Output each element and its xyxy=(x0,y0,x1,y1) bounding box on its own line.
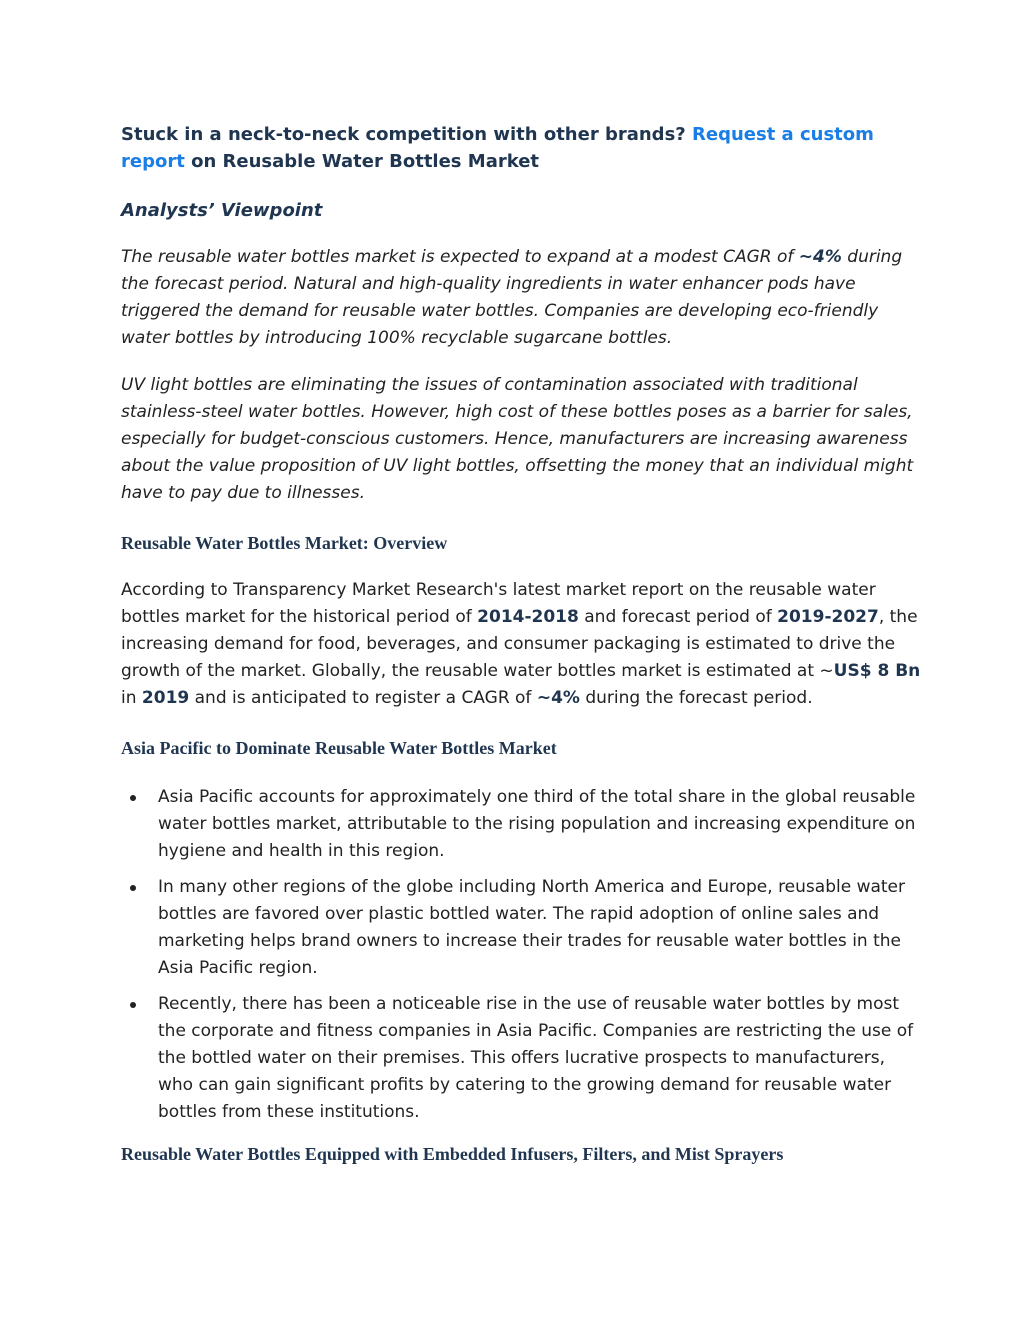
viewpoint-cagr-value: ~4% xyxy=(798,247,842,267)
custom-report-callout xyxy=(121,121,921,175)
list-item xyxy=(121,784,921,865)
viewpoint-p1-text-1: The reusable water bottles market is expected to expand at a modest CAGR of xyxy=(121,247,799,267)
analysts-viewpoint-heading: Analysts’ Viewpoint xyxy=(121,200,323,221)
list-item xyxy=(121,874,921,982)
bullet-text: In many other regions of the globe including North America and Europe, reusable water bottles are favored over plastic bottled water. The rapid adoption of online sales and marketing helps brand owners to increase their trades for reusable water bottles in the Asia Pacific region. xyxy=(158,877,906,978)
overview-text-4: in xyxy=(121,688,142,708)
bullet-text: Recently, there has been a noticeable rise in the use of reusable water bottles by most the corporate and fitness companies in Asia Pacific. Companies are restricting the use of the bottled water on their premises. This offers lucrative prospects to manufacturers, who can gain significant profits by catering to the growing demand for reusable water bottles from these institutions. xyxy=(158,994,914,1122)
list-item xyxy=(121,991,921,1126)
bullet-text: Asia Pacific accounts for approximately one third of the total share in the global reusable water bottles market, attributable to the rising population and increasing expenditure on hygiene and health in this region. xyxy=(158,787,916,861)
market-value: US$ 8 Bn xyxy=(833,661,921,681)
overview-text-3: , the increasing demand for food, beverages, and consumer packaging is estimated to drive the growth of the market. Globally, the reusable water bottles market is estimated at ~ xyxy=(121,607,918,681)
asia-pacific-heading: Asia Pacific to Dominate Reusable Water Bottles Market xyxy=(121,738,557,758)
viewpoint-p1-text-2: during the forecast period. Natural and high-quality ingredients in water enhancer pods have triggered the demand for reusable water bottles. Companies are developing eco-friendly water bottles by introducing 100% recyclable sugarcane bottles. xyxy=(121,247,903,348)
bullet-dot-icon xyxy=(130,1002,136,1008)
infusers-heading: Reusable Water Bottles Equipped with Embedded Infusers, Filters, and Mist Sprayers xyxy=(121,1144,784,1164)
asia-pacific-bullet-list xyxy=(121,784,921,1126)
base-year-value: 2019 xyxy=(141,688,190,708)
cta-suffix: on Reusable Water Bottles Market xyxy=(184,151,540,172)
overview-cagr-value: ~4% xyxy=(536,688,580,708)
request-custom-report-link[interactable]: Request a custom report xyxy=(121,124,874,172)
overview-text-5: and is anticipated to register a CAGR of xyxy=(189,688,537,708)
overview-text-2: and forecast period of xyxy=(578,607,778,627)
historical-period-value: 2014-2018 xyxy=(477,607,579,627)
bullet-dot-icon xyxy=(130,885,136,891)
overview-paragraph xyxy=(121,577,921,712)
forecast-period-value: 2019-2027 xyxy=(777,607,879,627)
viewpoint-paragraph-2: UV light bottles are eliminating the issues of contamination associated with traditional stainless-steel water bottles. However, high cost of these bottles poses as a barrier for sales, especially for budget-conscious customers. Hence, manufacturers are increasing awareness about the value proposition of UV light bottles, offsetting the money that an individual might have to pay due to illnesses. xyxy=(121,375,914,503)
overview-heading: Reusable Water Bottles Market: Overview xyxy=(121,533,448,553)
overview-text-6: during the forecast period. xyxy=(579,688,813,708)
bullet-dot-icon xyxy=(130,795,136,801)
viewpoint-paragraph-1 xyxy=(121,244,921,352)
document-page xyxy=(121,121,921,1166)
overview-text-1: According to Transparency Market Research's latest market report on the reusable water bottles market for the historical period of xyxy=(121,580,876,627)
cta-prefix: Stuck in a neck-to-neck competition with other brands? xyxy=(121,124,692,145)
